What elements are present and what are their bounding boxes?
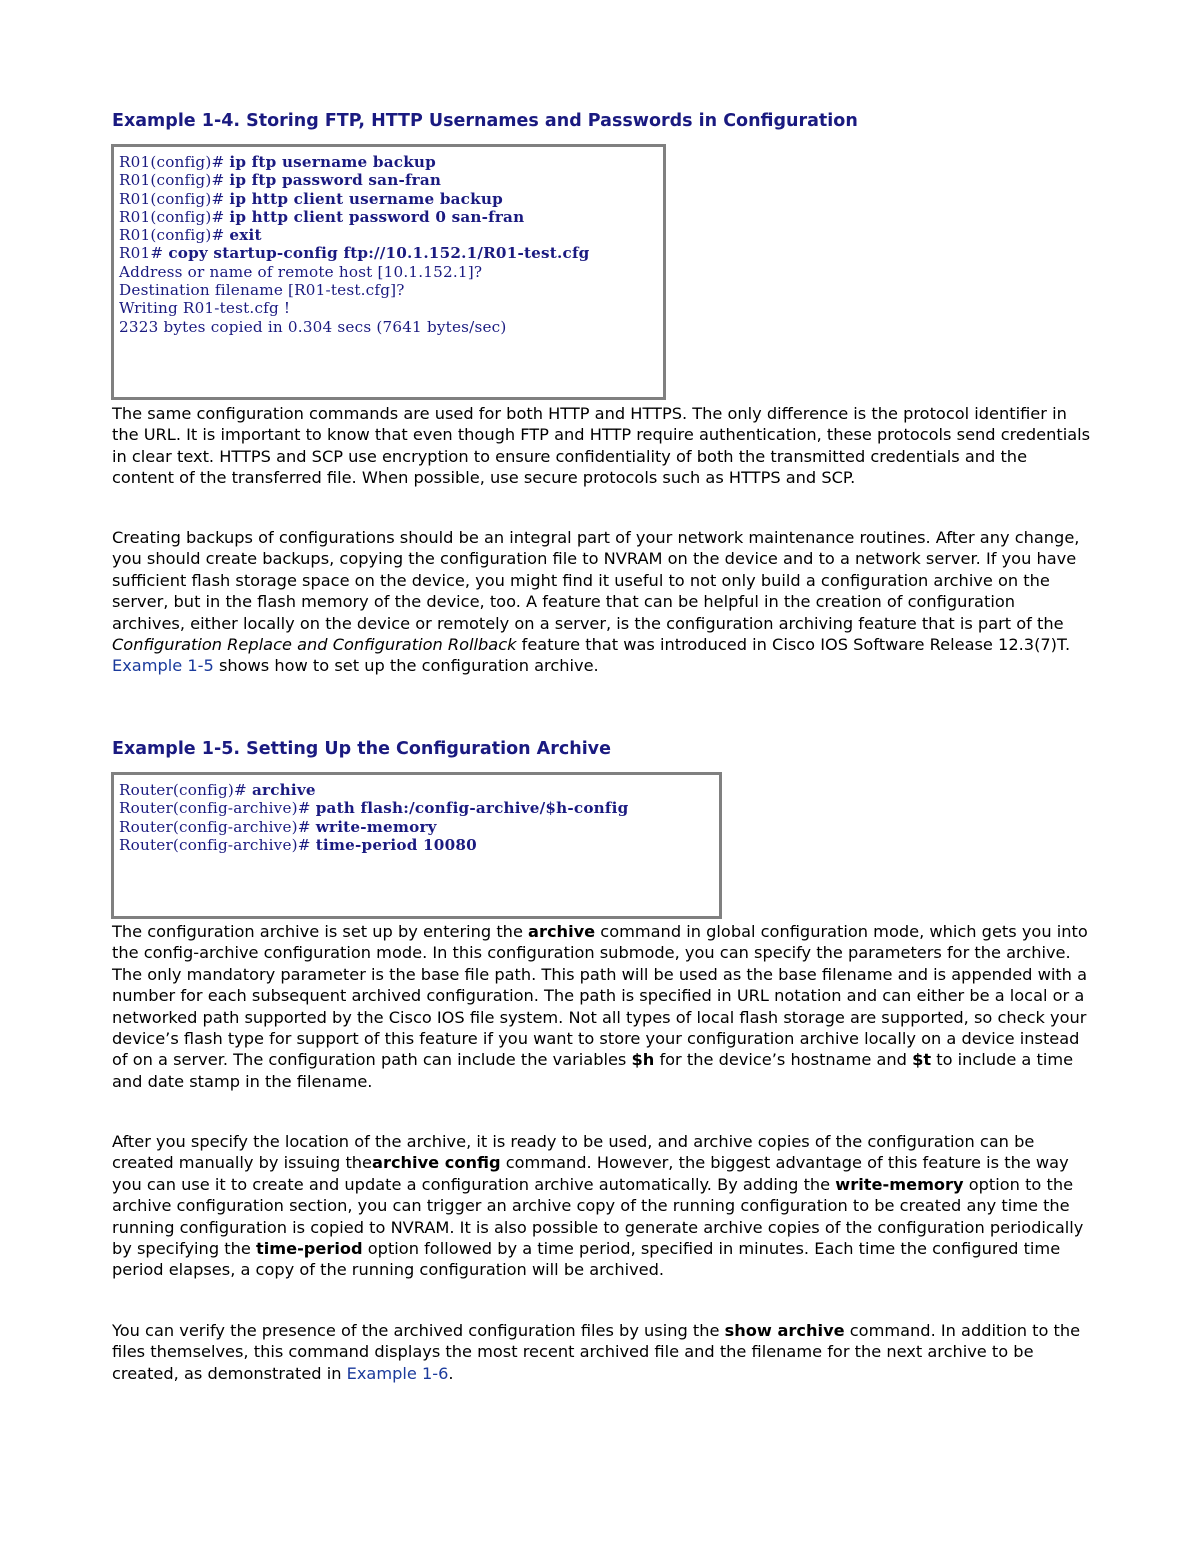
timestamp-variable: $t [912, 1050, 932, 1070]
paragraph-backups: Creating backups of configurations should be an integral part of your network maintenance routines. After any change, you should create backups, copying the configuration file to NVRAM on the device and to a network server. If you have sufficient flash storage space on the device, you might find it useful to not only build a configuration archive on the server, but in the flash memory of the device, too. A feature that can be helpful in the creation of configuration archives, either locally on the device or remotely on a server, is the configuration archiving feature that is part of the Configuration Replace and Configuration Rollback feature that was introduced in Cisco IOS Software Release 12.3(7)T. Example 1-5 shows how to set up the configuration archive. [112, 528, 1080, 676]
example-1-5-code-box [111, 772, 722, 919]
code-line: R01(config)# exit [119, 226, 262, 245]
code-line: R01(config)# ip http client username backup [119, 189, 503, 208]
code-line: Router(config)# archive [119, 781, 316, 799]
example-1-4-title: Example 1-4. Storing FTP, HTTP Usernames and Passwords in Configuration [112, 111, 858, 131]
paragraph-archive-usage: After you specify the location of the archive, it is ready to be used, and archive copies of the configuration can be created manually by issuing thearchive config command. However, the biggest advantage of this feature is the way you can use it to create and update a configuration archive automatically. By adding the write-memory option to the archive configuration section, you can trigger an archive copy of the running configuration to be created any time the running configuration is copied to NVRAM. It is also possible to generate archive copies of the configuration periodically by specifying the time-period option followed by a time period, specified in minutes. Each time the configured time period elapses, a copy of the running configuration will be archived. [112, 1132, 1084, 1280]
code-line: R01(config)# ip ftp username backup [119, 153, 436, 171]
code-line: R01(config)# ip http client password 0 san-fran [119, 207, 525, 226]
code-line: 2323 bytes copied in 0.304 secs (7641 bytes/sec) [119, 317, 507, 336]
code-line: R01(config)# ip ftp password san-fran [119, 171, 442, 190]
code-line: Address or name of remote host [10.1.152.1]? [119, 262, 483, 281]
archive-command: archive [528, 922, 596, 941]
show-archive-command: show archive [724, 1321, 845, 1340]
archive-config-command: archive config [372, 1153, 501, 1173]
write-memory-option: write-memory [835, 1174, 964, 1194]
code-line: Destination filename [R01-test.cfg]? [119, 281, 405, 300]
code-line: R01# copy startup-config ftp://10.1.152.1/R01-test.cfg [119, 244, 590, 263]
example-1-6-link[interactable]: Example 1-6 [346, 1363, 449, 1383]
code-line: Router(config-archive)# path flash:/config-archive/$h-config [119, 799, 629, 818]
code-line: Writing R01-test.cfg ! [119, 299, 291, 318]
hostname-variable: $h [631, 1050, 655, 1070]
feature-name: Configuration Replace and Configuration Rollback [112, 635, 517, 655]
paragraph-show-archive: You can verify the presence of the archived configuration files by using the show archive command. In addition to the files themselves, this command displays the most recent archived file and the filename for the next archive to be created, as demonstrated in Example 1-6. [112, 1321, 1081, 1383]
paragraph-archive-setup: The configuration archive is set up by entering the archive command in global configuration mode, which gets you into the config-archive configuration mode. In this configuration submode, you can specify the parameters for the archive. The only mandatory parameter is the base file path. This path will be used as the base filename and is appended with a number for each subsequent archived configuration. The path is specified in URL notation and can either be a local or a networked path supported by the Cisco IOS file system. Not all types of local flash storage are supported, so check your device’s flash type for support of this feature if you want to store your configuration archive locally on a device instead of on a server. The configuration path can include the variables $h for the device’s hostname and $t to include a time and date stamp in the filename. [112, 922, 1088, 1091]
code-listing [114, 147, 663, 336]
example-1-4-code-box [111, 144, 666, 400]
time-period-option: time-period [255, 1239, 363, 1259]
example-1-5-title: Example 1-5. Setting Up the Configuration Archive [112, 739, 611, 759]
paragraph-protocols: The same configuration commands are used for both HTTP and HTTPS. The only difference is the protocol identifier in the URL. It is important to know that even though FTP and HTTP require authentication, these protocols send credentials in clear text. HTTPS and SCP use encryption to ensure confidentiality of both the transmitted credentials and the content of the transferred file. When possible, use secure protocols such as HTTPS and SCP. [112, 404, 1091, 488]
code-line: Router(config-archive)# write-memory [119, 817, 437, 836]
code-line: Router(config-archive)# time-period 10080 [119, 835, 477, 854]
code-listing [114, 775, 719, 854]
example-1-5-link[interactable]: Example 1-5 [112, 656, 214, 676]
